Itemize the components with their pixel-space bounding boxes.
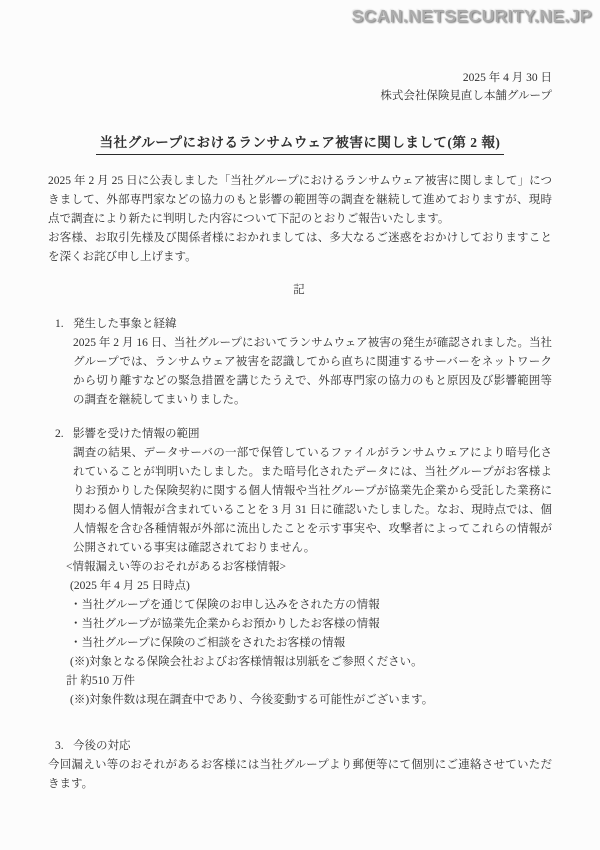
bullet-item: ・当社グループに保険のご相談をされたお客様の情報 [70, 637, 346, 649]
section-number: 3. [55, 740, 64, 752]
leak-detail-asof: (2025 年 4 月 25 日時点) [70, 580, 190, 592]
section-body: 今回漏えい等のおそれがあるお客様には当社グループより郵便等にて個別にご連絡させていただきます。 [48, 759, 552, 790]
document-date: 2025 年 4 月 30 日 [462, 72, 552, 84]
leak-detail-block [66, 558, 552, 710]
company-name: 株式会社保険見直し本舗グループ [380, 89, 552, 102]
record-marker: 記 [293, 284, 307, 296]
section-number: 1. [55, 318, 64, 330]
leak-detail-note-1: (※)対象となる保険会社およびお客様情報は別紙をご参照ください。 [70, 656, 423, 668]
section-heading: 発生した事象と経緯 [73, 318, 177, 330]
document-title: 当社グループにおけるランサムウェア被害に関しまして(第 2 報) [96, 131, 505, 155]
section-heading-row [55, 425, 552, 444]
leak-detail-heading: <情報漏えい等のおそれがあるお客様情報> [66, 561, 286, 573]
intro-block [48, 172, 552, 267]
section-number: 2. [55, 428, 64, 440]
bullet-item: ・当社グループを通じて保険のお申し込みをされた方の情報 [70, 599, 380, 611]
section-heading: 今後の対応 [73, 740, 131, 752]
leak-detail-note-2: (※)対象件数は現在調査中であり、今後変動する可能性がございます。 [70, 694, 434, 706]
intro-paragraph-1: 2025 年 2 月 25 日に公表しました「当社グループにおけるランサムウェア被害に関しまして」につきまして、外部専門家などの協力のもと影響の範囲等の調査を継続して進めておりますが、現時点で調査により新たに判明した内容について下記のとおりご報告いたします。 [48, 175, 552, 225]
intro-paragraph-2: お客様、お取引先様及び関係者様におかれましては、多大なるご迷惑をおかけしておりますことを深くお詫び申し上げます。 [48, 232, 552, 263]
section-affected-information [48, 425, 552, 710]
leak-detail-total: 計 約510 万件 [66, 675, 135, 687]
section-future-response [48, 737, 552, 794]
section-heading-row [55, 315, 552, 334]
watermark-scan-netsecurity: SCAN.NETSECURITY.NE.JP [351, 6, 592, 26]
section-body: 調査の結果、データサーバの一部で保管しているファイルがランサムウェアにより暗号化されていることが判明いたしました。また暗号化されたデータには、当社グループがお客様よりお預かりした保険契約に関する個人情報や当社グループが協業先企業から受託した業務に関わる個人情報が含まれていることを 3 月 31 日に確認いたしました。なお、現時点では、個人情報を含む各種情報が外部に流出したことを示す事実や、攻撃者によってこれらの情報が公開されている事実は確認されておりません。 [73, 447, 552, 554]
section-heading: 影響を受けた情報の範囲 [73, 428, 200, 440]
document-header [48, 70, 552, 105]
document-body [0, 70, 600, 794]
bullet-item: ・当社グループが協業先企業からお預かりしたお客様の情報 [70, 618, 380, 630]
section-body: 2025 年 2 月 16 日、当社グループにおいてランサムウェア被害の発生が確認されました。当社グループでは、ランサムウェア被害を認識してから直ちに関連するサーバーをネットワークから切り離すなどの緊急措置を講じたうえで、外部専門家の協力のもと原因及び影響範囲等の調査を継続してまいりました。 [73, 337, 552, 406]
section-heading-row [55, 737, 552, 756]
title-wrap [48, 131, 552, 155]
section-incident-overview [48, 315, 552, 410]
